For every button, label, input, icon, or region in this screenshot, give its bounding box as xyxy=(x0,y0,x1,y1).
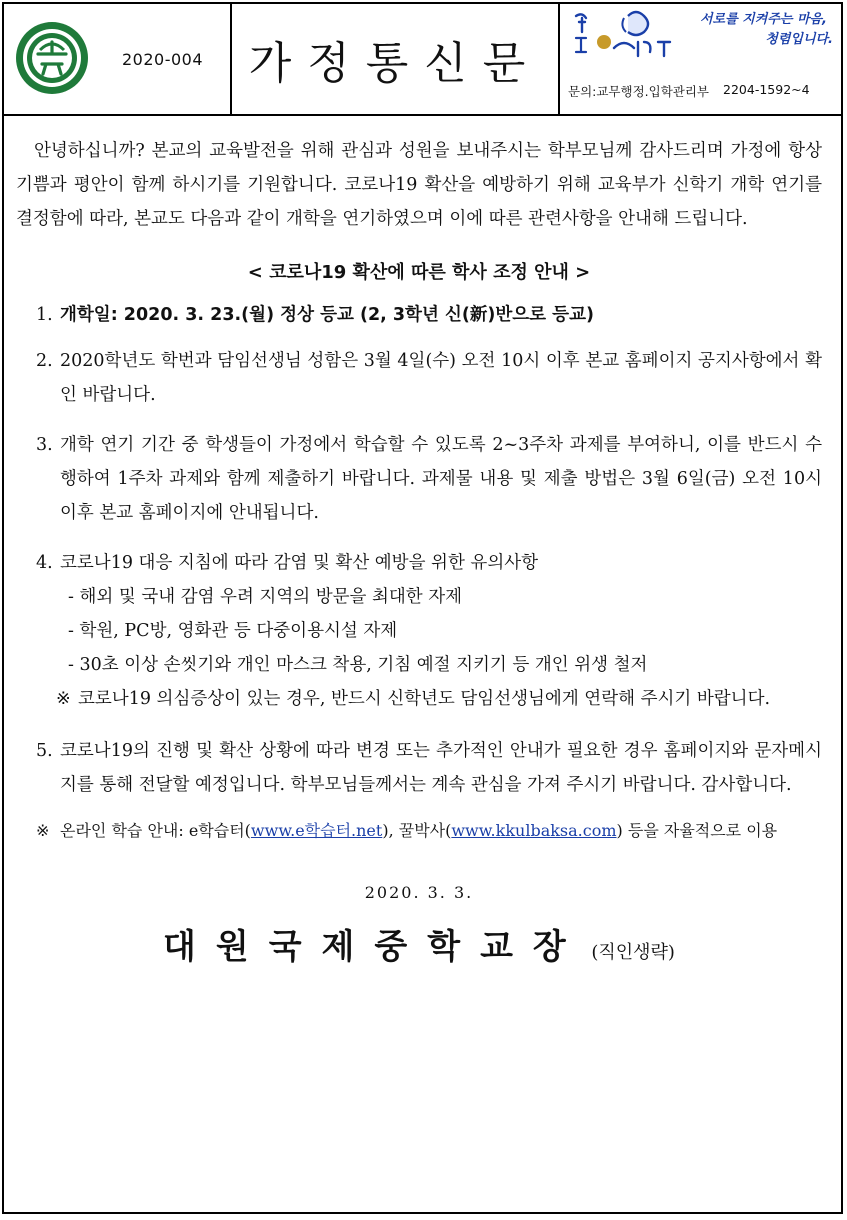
page-title: 가정통신문 xyxy=(248,38,542,89)
item-text: 코로나19의 진행 및 확산 상황에 따라 변경 또는 추가적인 안내가 필요한 경우 홈페이지와 문자메시지를 통해 전달할 예정입니다. 학부모님들께서는 계속 관심을 가져 주시기 바랍니다. 감사합니다. xyxy=(60,741,822,795)
doc-number: 2020-004 xyxy=(122,50,204,69)
slogan-line-2: 청렴입니다. xyxy=(765,32,833,47)
intro-paragraph: 안녕하십니까? 본교의 교육발전을 위해 관심과 성원을 보내주시는 학부모님께 감사드리며 가정에 항상 기쁨과 평안이 함께 하시기를 기원합니다. 코로나19 확산을 예방하기 위해 교육부가 신학기 개학 연기를 결정함에 따라, 본교도 다음과 같이 개학을 연기하였으며 이에 따른 관련사항을 안내해 드립니다. xyxy=(16,141,822,229)
item-number: 1. xyxy=(36,305,53,325)
item-text: 2020학년도 학번과 담임선생님 성함은 3월 4일(수) 오전 10시 이후 본교 홈페이지 공지사항에서 확인 바랍니다. xyxy=(60,351,822,405)
list-item-5 xyxy=(16,734,822,802)
item-number: 4. xyxy=(36,553,53,573)
brand-logo-icon xyxy=(570,8,675,62)
letter-page xyxy=(2,2,843,1214)
note-prefix: 온라인 학습 안내: e학습터( xyxy=(60,821,251,840)
school-seal-icon xyxy=(14,20,90,96)
note-mark: ※ xyxy=(56,689,71,709)
note-middle: ), 꿀박사( xyxy=(382,821,452,840)
kkulbaksa-link[interactable]: www.kkulbaksa.com xyxy=(451,821,617,840)
letter-body xyxy=(16,134,822,970)
item4-sub-1: - 해외 및 국내 감염 우려 지역의 방문을 최대한 자제 xyxy=(68,587,463,607)
list-item-1 xyxy=(16,298,822,332)
letter-header xyxy=(4,4,841,116)
signer-block xyxy=(16,927,822,970)
ehakseupteo-link[interactable]: www.e학습터.net xyxy=(250,821,383,840)
slogan xyxy=(700,10,833,50)
item4-note xyxy=(16,682,822,716)
contact-phone: 2204-1592~4 xyxy=(723,82,810,97)
issue-date: 2020. 3. 3. xyxy=(364,883,474,902)
item-number: 5. xyxy=(36,741,53,761)
section-heading: < 코로나19 확산에 따른 학사 조정 안내 > xyxy=(247,262,591,283)
list-item-4 xyxy=(16,546,822,580)
online-learning-note xyxy=(16,816,822,846)
contact-row xyxy=(568,82,810,100)
list-item-3 xyxy=(16,428,822,530)
slogan-line-1: 서로를 지켜주는 마음, xyxy=(699,12,827,27)
item-number: 2. xyxy=(36,351,53,371)
brand-cell xyxy=(560,4,841,114)
item-text: 개학일: 2020. 3. 23.(월) 정상 등교 (2, 3학년 신(新)반으로 등교) xyxy=(60,305,594,325)
title-cell xyxy=(232,4,560,114)
list-item-2 xyxy=(16,344,822,412)
principal-title: 대원국제중학교장 xyxy=(163,927,586,967)
contact-label: 문의:교무행정.입학관리부 xyxy=(568,84,710,99)
stamp-note: (직인생략) xyxy=(591,942,675,963)
item-text: 개학 연기 기간 중 학생들이 가정에서 학습할 수 있도록 2~3주차 과제를 부여하니, 이를 반드시 수행하여 1주차 과제와 함께 제출하기 바랍니다. 과제물 내용 및 제출 방법은 3월 6일(금) 오전 10시 이후 본교 홈페이지에 안내됩니다. xyxy=(60,435,822,523)
item-number: 3. xyxy=(36,435,53,455)
note-text: 코로나19 의심증상이 있는 경우, 반드시 신학년도 담임선생님에게 연락해 주시기 바랍니다. xyxy=(78,689,771,709)
note-mark: ※ xyxy=(36,821,50,840)
item4-sub-2: - 학원, PC방, 영화관 등 다중이용시설 자제 xyxy=(68,621,398,641)
logo-cell xyxy=(4,4,232,114)
item-text: 코로나19 대응 지침에 따라 감염 및 확산 예방을 위한 유의사항 xyxy=(60,553,539,573)
item4-sub-3: - 30초 이상 손씻기와 개인 마스크 착용, 기침 예절 지키기 등 개인 위생 철저 xyxy=(68,655,648,675)
note-suffix: ) 등을 자율적으로 이용 xyxy=(616,821,778,840)
